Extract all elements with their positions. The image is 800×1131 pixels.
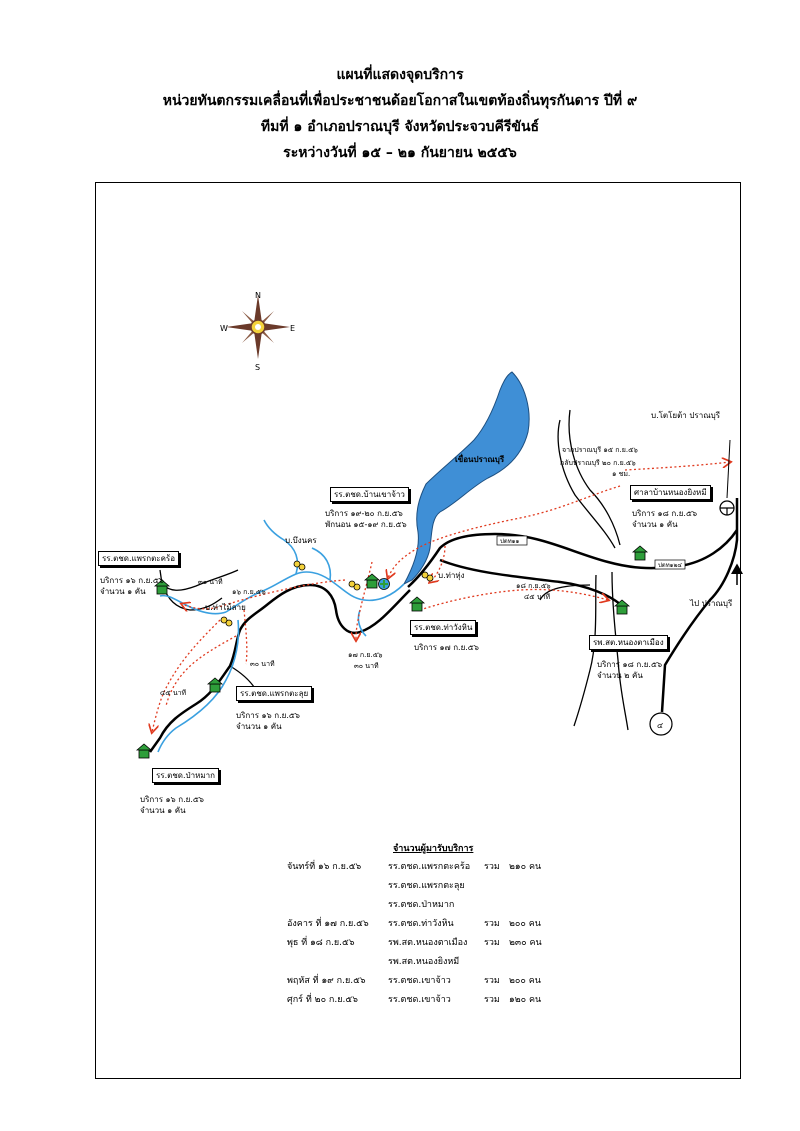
school-phraek-talui-box: รร.ตชด.แพรกตะลุย [236,686,312,701]
summary-place: รพ.สต.หนองตาเมือง [388,938,468,948]
to-pranburi-label: ไป ปราณบุรี [690,599,733,608]
school-phraek-takhrao-box: รร.ตชด.แพรกตะคร้อ [98,551,179,566]
tha-wang-hin-service: บริการ ๑๗ ก.ย.๕๖ [414,643,479,652]
khao-chao-service: บริการ ๑๙-๒๐ ก.ย.๕๖ [325,509,403,518]
pa-mak-service: บริการ ๑๖ ก.ย.๕๖ [140,795,204,804]
travel-d17: ๑๗ ก.ย.๕๖ [348,651,383,659]
travel-back: กลับปราณบุรี ๒๐ ก.ย.๕๖ [560,459,636,467]
school-khao-chao-box: รร.ตชด.บ้านเขาจ้าว [330,487,409,502]
summary-place: รร.ตชด.เขาจ้าว [388,995,451,1005]
summary-count: ๒๑๐ คน [509,862,542,872]
map-title: แผนที่แสดงจุดบริการ [336,67,464,83]
compass-w: W [220,324,228,333]
road-sign-1: ปตท๑๑ [500,538,520,545]
summary-place: รพ.สต.หนองยิงหมี [388,957,460,967]
pa-mak-cars: จำนวน ๑ คัน [140,806,186,815]
summary-total: รวม [484,976,500,986]
khao-chao-stay: พักนอน ๑๕-๑๙ ก.ย.๕๖ [325,520,407,529]
map-subtitle: หน่วยทันตกรรมเคลื่อนที่เพื่อประชาชนด้อยโอกาสในเขตท้องถิ่นทุรกันดาร ปีที่ ๙ [162,93,638,109]
toyota-label: บ.โตโยต้า ปราณบุรี [651,411,720,420]
travel-45a: ๔๕ นาที [160,689,187,697]
summary-place: รร.ตชด.แพรกตะลุย [388,881,465,891]
summary-place: รร.ตชด.ท่าวังหิน [388,919,454,929]
dam-label: เขื่อนปราณบุรี [455,455,505,464]
route-number: ๔ [657,721,664,730]
summary-count: ๑๒๐ คน [509,995,542,1005]
summary-place: รร.ตชด.แพรกตะคร้อ [388,862,471,872]
toyota-steering-icon [720,501,734,515]
phraek-talui-cars: จำนวน ๑ คัน [236,722,282,731]
compass-n: N [255,291,261,300]
summary-total: รวม [484,862,500,872]
travel-45b: ๔๕ นาที [524,593,551,601]
school-pa-mak-box: รร.ตชด.ป่าหมาก [152,768,219,783]
compass-rose-icon [226,295,290,359]
summary-total: รวม [484,919,500,929]
phraek-takhrao-service: บริการ ๑๖ ก.ย.๕๖ [100,576,164,585]
village-bueng-nakhon: บ.บึงนคร [285,536,317,545]
village-tha-mai-lai: บ.ท่าไม้ลาย [205,603,246,612]
phraek-talui-service: บริการ ๑๖ ก.ย.๕๖ [236,711,300,720]
phraek-takhrao-cars: จำนวน ๑ คัน [100,587,146,596]
road-sign-2: ปตท๑๒๔ [658,562,682,569]
summary-day: ศุกร์ ที่ ๒๐ ก.ย.๕๖ [287,995,358,1005]
summary-count: ๒๐๐ คน [509,919,541,929]
travel-30a: ๓๐ นาที [198,578,223,586]
travel-30c: ๓๐ นาที [354,662,379,670]
sala-nong-ying-mi-box: ศาลาบ้านหนองยิงหมี [630,485,711,500]
village-tha-hung: บ.ท่าหุ่ง [438,571,465,580]
toyota-leader [727,440,730,498]
summary-place: รร.ตชด.ป่าหมาก [388,900,455,910]
sala-nong-ying-mi-service: บริการ ๑๘ ก.ย.๕๖ [632,509,698,518]
summary-count: ๒๐๐ คน [509,976,541,986]
camp-icon [379,579,390,590]
summary-count: ๒๓๐ คน [509,938,542,948]
compass-s: S [255,363,261,372]
date-range: ระหว่างวันที่ ๑๕ – ๒๑ กันยายน ๒๕๕๖ [283,145,517,161]
travel-d16: ๑๖ ก.ย.๕๖ [232,588,266,596]
travel-30b: ๓๐ นาที [250,660,275,668]
summary-day: พฤหัส ที่ ๑๙ ก.ย.๕๖ [287,976,366,986]
summary-day: พุธ ที่ ๑๘ ก.ย.๕๖ [287,938,355,948]
summary-total: รวม [484,938,500,948]
compass-e: E [290,324,296,333]
clinic-nong-ta-mueang-box: รพ.สต.หนองตาเมือง [589,635,668,650]
summary-day: จันทร์ที่ ๑๖ ก.ย.๕๖ [287,862,362,872]
travel-d18: ๑๘ ก.ย.๕๖ [516,582,551,590]
team-location: ทีมที่ ๑ อำเภอปราณบุรี จังหวัดประจวบคีรีขันธ์ [260,119,540,135]
nong-ta-mueang-service: บริการ ๑๘ ก.ย.๕๖ [597,660,663,669]
reservoir [404,372,529,584]
sala-nong-ying-mi-cars: จำนวน ๑ คัน [632,520,678,529]
travel-1hr: ๑ ชม. [612,470,631,478]
summary-total: รวม [484,995,500,1005]
travel-from: จากปราณบุรี ๑๕ ก.ย.๕๖ [562,446,638,454]
summary-day: อังคาร ที่ ๑๗ ก.ย.๕๖ [287,919,369,929]
nong-ta-mueang-cars: จำนวน ๒ คัน [597,671,643,680]
summary-title: จำนวนผู้มารับบริการ [393,844,474,854]
school-tha-wang-hin-box: รร.ตชด.ท่าวังหิน [410,620,476,635]
summary-place: รร.ตชด.เขาจ้าว [388,976,451,986]
